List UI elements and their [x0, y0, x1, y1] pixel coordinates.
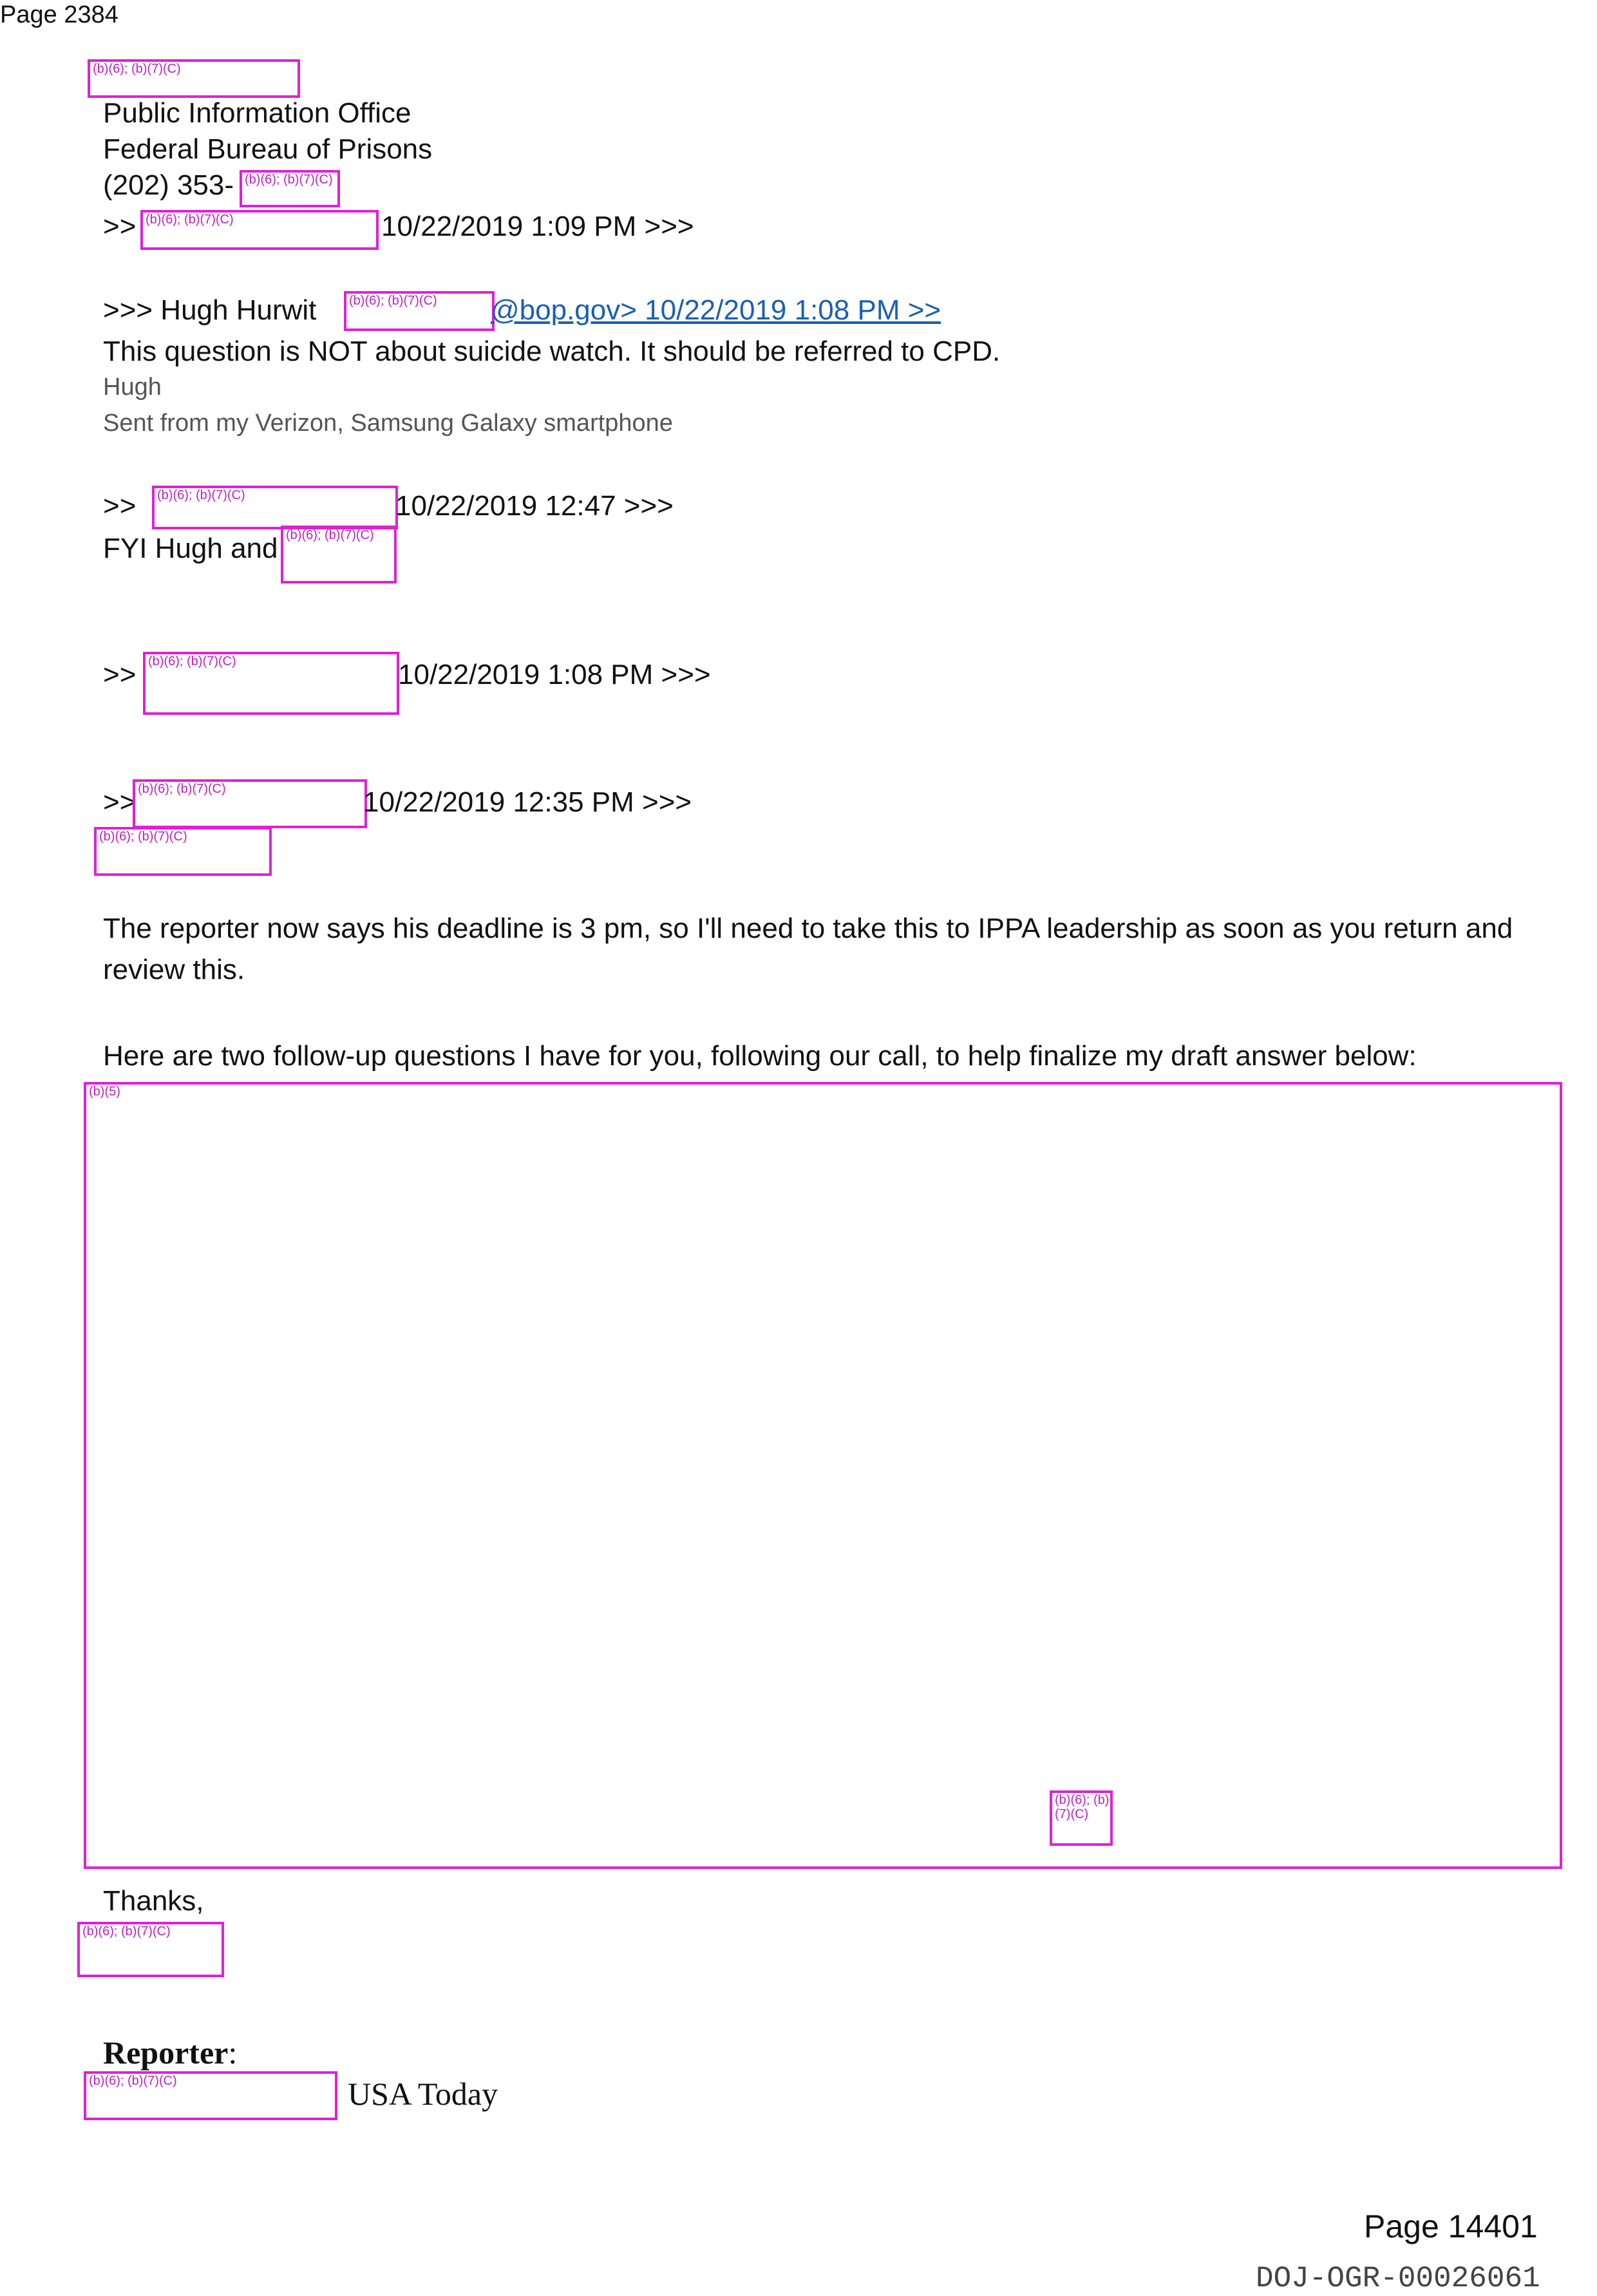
thread-line6-time: 10/22/2019 12:47 >>>	[395, 490, 674, 522]
redaction-box: (b)(6); (b)(7)(C)	[152, 486, 398, 529]
redaction-box: (b)(6); (b)(7)(C)	[344, 291, 495, 331]
page-number: Page 14401	[1364, 2208, 1538, 2244]
signature-office: Public Information Office	[103, 97, 411, 129]
redaction-box: (b)(6); (b)(7)(C)	[1050, 1790, 1113, 1846]
thread-line8-time: 10/22/2019 1:08 PM >>>	[398, 659, 711, 690]
thread-line2-prefix: >>> Hugh Hurwit	[103, 294, 317, 326]
body-paragraph: Here are two follow-up questions I have for you, following our call, to help finalize my draft answer below:	[103, 1040, 1417, 1072]
closing-thanks: Thanks,	[103, 1885, 204, 1917]
redaction-box: (b)(6); (b)(7)(C)	[281, 526, 397, 583]
thread-line1-time: 10/22/2019 1:09 PM >>>	[381, 211, 694, 242]
page-label: Page 2384	[0, 1, 118, 28]
bates-number: DOJ-OGR-00026061	[1256, 2262, 1540, 2295]
reporter-label: Reporter:	[103, 2035, 238, 2071]
redaction-box: (b)(6); (b)(7)(C)	[133, 779, 367, 828]
signature-phone: (202) 353-	[103, 169, 234, 201]
redaction-box: (b)(6); (b)(7)(C)	[94, 827, 272, 876]
message-device-note: Sent from my Verizon, Samsung Galaxy smartphone	[103, 410, 673, 437]
message-text: FYI Hugh and	[103, 533, 278, 564]
thread-line9-time: 10/22/2019 12:35 PM >>>	[363, 786, 692, 818]
redaction-box: (b)(6); (b)(7)(C)	[77, 1922, 224, 1977]
thread-line6-prefix: >>	[103, 490, 137, 522]
thread-line8-prefix: >>	[103, 659, 137, 690]
redaction-box: (b)(6); (b)(7)(C)	[143, 652, 399, 715]
signature-bureau: Federal Bureau of Prisons	[103, 133, 433, 165]
redaction-box: (b)(6); (b)(7)(C)	[84, 2071, 337, 2120]
redaction-box: (b)(6); (b)(7)(C)	[140, 210, 379, 250]
redaction-box-large: (b)(5)	[84, 1082, 1562, 1869]
message-text: This question is NOT about suicide watch. It should be referred to CPD.	[103, 336, 1001, 367]
redaction-box: (b)(6); (b)(7)(C)	[88, 59, 300, 98]
reporter-outlet: USA Today	[348, 2076, 498, 2112]
thread-line1-prefix: >>	[103, 211, 137, 242]
redaction-box: (b)(6); (b)(7)(C)	[240, 170, 340, 207]
message-signoff: Hugh	[103, 374, 162, 401]
thread-line9-prefix: >>	[103, 786, 137, 818]
email-link[interactable]: @bop.gov> 10/22/2019 1:08 PM >>	[491, 294, 941, 326]
body-paragraph: The reporter now says his deadline is 3 pm, so I'll need to take this to IPPA leadership as soon as you return and review this.	[103, 913, 1513, 985]
